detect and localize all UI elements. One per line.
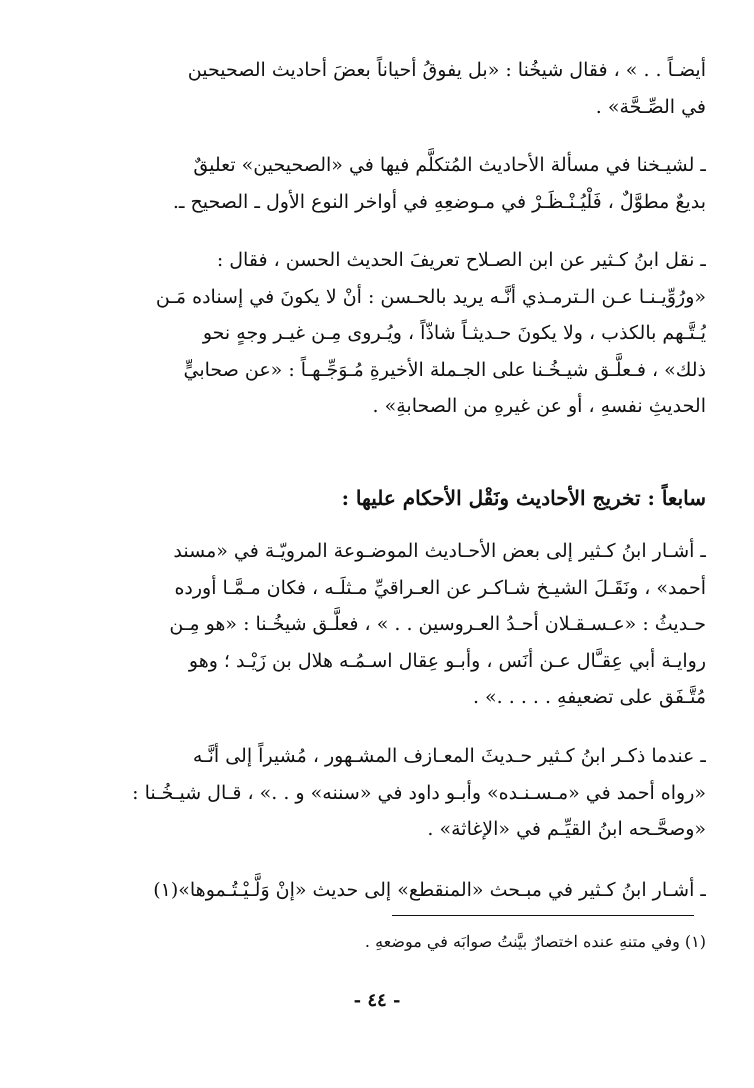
text-line: بديعٌ مطوَّلٌ ، فَلْيُـنْـظَـرْ في مـوضعِهِ في أواخر النوع الأول ـ الصحيح ـ. [172, 190, 706, 213]
text-line: روايـة أبي عِقـَّال عـن أنَس ، وأبـو عِقال اسـمُـه هلال بن زَيْـد ؛ وهو [188, 649, 706, 672]
text-line: ـ نقل ابنُ كـثير عن ابن الصـلاح تعريفَ الحديث الحسن ، فقال : [216, 249, 706, 271]
text-line: ذلك» ، فـعلَّـق شيـخُـنا على الجـملة الأخيرةِ مُـوَجِّـهـاً : «عن صحابيٍّ [183, 358, 706, 381]
footnote: (١) وفي متنهِ عنده اختصارٌ بيَّنتُ صوابَه في موضعهِ . [364, 932, 706, 951]
text-line: يُـتَّـهم بالكذب ، ولا يكونَ حـديثـاً شاذّاً ، ويُـروى مِـن غيـر وجهٍ نحو [202, 322, 706, 344]
text-line: مُتَّـفَق على تضعيفهِ . . . . .» . [472, 686, 706, 708]
text-line: ـ أشـار ابنُ كـثير إلى بعض الأحـاديث الموضـوعة المرويّـة في «مسند [173, 540, 706, 562]
text-line: أحمد» ، ونَقَـلَ الشيـخ شـاكـر عن العـراقيِّ مـثلَـه ، فكان مـمَّـا أورده [174, 576, 706, 599]
paragraph-hasan-definition [56, 242, 706, 425]
paragraph-sahihain-comparison [56, 52, 706, 125]
paragraph-munqati [56, 872, 706, 909]
text-line: ـ أشـار ابنُ كـثير في مبـحث «المنقطع» إلى حديث «إنْ وَلَّـيْـتُـموها»(١) [153, 879, 706, 901]
text-line: أيضـاً . . » ، فقال شيخُنا : «بل يفوقُ أحياناً بعضَ أحاديث الصحيحين [187, 59, 706, 81]
text-line: «وصحَّـحه ابنُ القيِّـم في «الإغاثة» . [427, 818, 706, 840]
paragraph-fabricated-hadiths [56, 533, 706, 716]
paragraph-maazif-hadith [56, 738, 706, 848]
section-heading: سابعاً : تخريج الأحاديث ونَقْل الأحكام عليها : [341, 486, 706, 510]
text-line: حـديثُ : «عـسـقـلان أحـدُ العـروسين . . » ، فعلَّـق شيخُـنا : «هو مِـن [169, 613, 706, 635]
paragraph-disputed-hadiths [56, 147, 706, 220]
footnote-separator [392, 915, 694, 916]
text-line: في الصِّـحَّة» . [595, 95, 706, 118]
text-line: الحديثِ نفسهِ ، أو عن غيرهِ من الصحابةِ» . [372, 395, 706, 417]
text-line: ـ عندما ذكـر ابنُ كـثير حـديثَ المعـازف المشـهور ، مُشيراً إلى أنَّـه [192, 745, 706, 767]
text-line: «ورُوِّيـنـا عـن الـترمـذي أنَّـه يريد بالحـسن : أنْ لا يكونَ في إسناده مَـن [155, 285, 706, 308]
page-number: - ٤٤ - [353, 990, 401, 1011]
text-line: «رواه أحمد في «مـسـنـده» وأبـو داود في «سننه» و . .» ، قـال شيـخُـنا : [132, 781, 706, 804]
text-line: ـ لشيـخنا في مسألة الأحاديث المُتكلَّم فيها في «الصحيحين» تعليقٌ [193, 154, 706, 176]
